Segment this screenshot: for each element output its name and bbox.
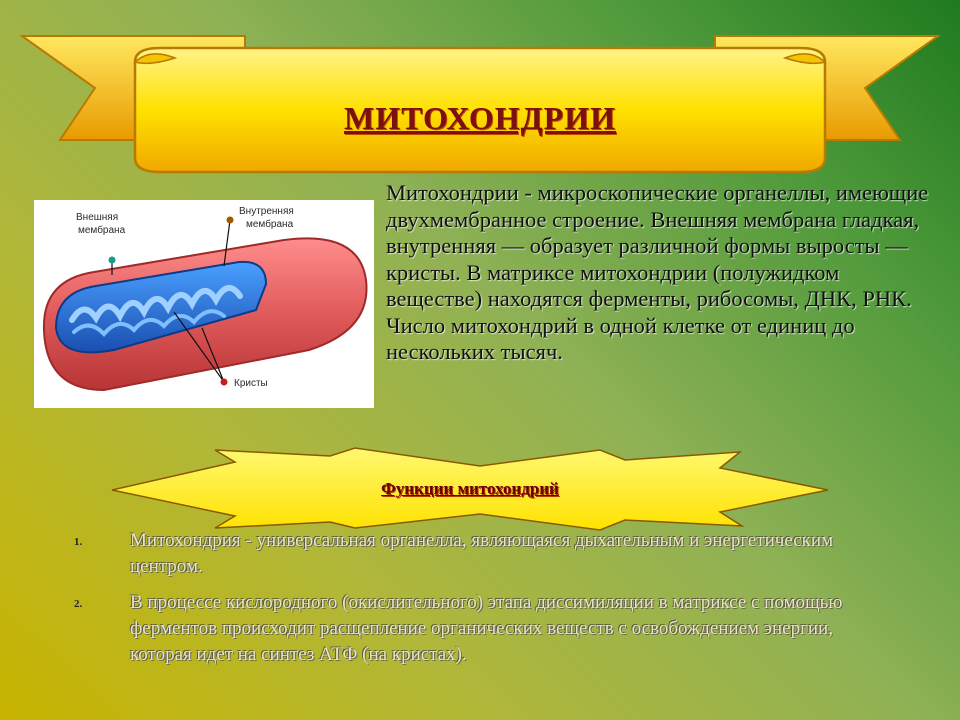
label-outer-membrane-2: мембрана <box>78 225 126 236</box>
slide-title: МИТОХОНДРИИ <box>343 100 616 136</box>
label-inner-membrane-1: Внутренняя <box>239 206 294 217</box>
list-number: 2. <box>74 598 83 610</box>
list-item <box>70 528 890 580</box>
functions-heading: Функции митохондрий <box>381 479 559 498</box>
label-outer-membrane-1: Внешняя <box>76 212 119 223</box>
list-number: 1. <box>74 536 83 548</box>
label-cristae: Кристы <box>234 378 268 389</box>
list-text: В процессе кислородного (окислительного) этапа диссимиляции в матриксе с помощью ферментов происходит расщепление органических веществ с освобождением энергии, которая идет на синтез АТФ (на кристах). <box>130 592 843 665</box>
list-text: Митохондрия - универсальная органелла, являющаяся дыхательным и энергетическим центром. <box>130 530 834 577</box>
functions-list <box>70 528 890 678</box>
label-inner-membrane-2: мембрана <box>246 219 294 230</box>
list-item <box>70 590 890 668</box>
description-text: Митохондрии - микроскопические органеллы, имеющие двухмембранное строение. Внешняя мембрана гладкая, внутренняя — образует различной формы выросты — кристы. В матриксе митохондрии (полужидком веществе) находятся ферменты, рибосомы, ДНК, РНК. Число митохондрий в одной клетке от единиц до нескольких тысяч. <box>386 180 929 364</box>
